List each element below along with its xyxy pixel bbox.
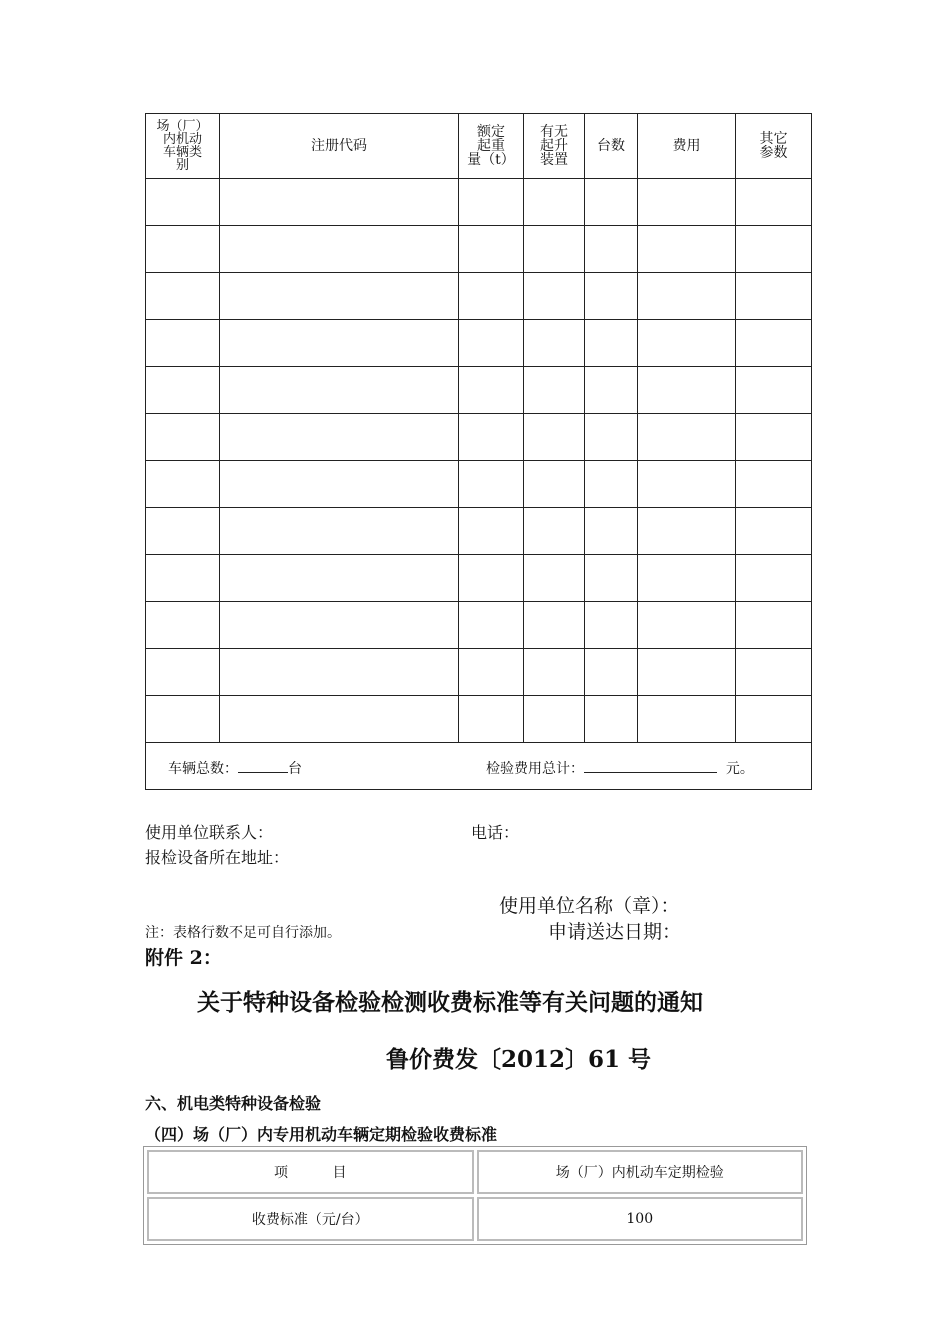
table-cell[interactable]	[736, 508, 812, 555]
total-fee-unit: 元。	[725, 761, 754, 777]
table-cell[interactable]	[524, 179, 585, 226]
table-cell[interactable]	[524, 414, 585, 461]
table-row	[146, 226, 812, 273]
table-cell[interactable]	[638, 461, 736, 508]
table-cell[interactable]	[585, 461, 638, 508]
table-cell[interactable]	[146, 555, 220, 602]
table-row	[146, 179, 812, 226]
table-cell[interactable]	[638, 273, 736, 320]
table-cell[interactable]	[585, 179, 638, 226]
table-row	[146, 367, 812, 414]
table-cell[interactable]	[459, 273, 524, 320]
table-cell[interactable]	[638, 320, 736, 367]
table-cell[interactable]	[220, 555, 459, 602]
total-vehicles-unit: 台	[288, 761, 302, 777]
table-cell[interactable]	[585, 555, 638, 602]
table-cell[interactable]	[585, 414, 638, 461]
table-cell[interactable]	[220, 649, 459, 696]
total-fee	[486, 758, 754, 778]
unit-name-label: 使用单位名称（章）：	[499, 895, 680, 917]
table-row	[146, 320, 812, 367]
table-cell[interactable]	[736, 461, 812, 508]
table-cell[interactable]	[524, 367, 585, 414]
table-cell[interactable]	[524, 273, 585, 320]
table-row	[146, 414, 812, 461]
table-cell[interactable]	[459, 461, 524, 508]
registration-table	[145, 113, 812, 790]
fee-row-value: 100	[477, 1197, 804, 1241]
table-row	[146, 508, 812, 555]
total-vehicles	[168, 758, 302, 778]
table-row	[146, 602, 812, 649]
table-cell[interactable]	[585, 367, 638, 414]
total-vehicles-blank[interactable]	[238, 760, 288, 773]
table-cell[interactable]	[146, 649, 220, 696]
notice-title: 关于特种设备检验检测收费标准等有关问题的通知	[197, 989, 703, 1016]
col-header-quantity: 台数	[585, 114, 638, 179]
table-cell[interactable]	[220, 273, 459, 320]
table-cell[interactable]	[585, 602, 638, 649]
table-cell[interactable]	[736, 320, 812, 367]
table-cell[interactable]	[585, 649, 638, 696]
table-cell[interactable]	[220, 602, 459, 649]
table-note: 注：表格行数不足可自行添加。	[145, 925, 341, 941]
total-fee-label: 检验费用总计：	[486, 761, 584, 777]
table-cell[interactable]	[220, 367, 459, 414]
table-cell[interactable]	[736, 414, 812, 461]
fee-header-item: 项 目	[147, 1150, 474, 1194]
table-cell[interactable]	[459, 414, 524, 461]
fee-header-value: 场（厂）内机动车定期检验	[477, 1150, 804, 1194]
table-cell[interactable]	[146, 602, 220, 649]
table-cell[interactable]	[736, 649, 812, 696]
table-row	[146, 555, 812, 602]
table-cell[interactable]	[736, 273, 812, 320]
table-cell[interactable]	[459, 226, 524, 273]
fee-table-header-row	[147, 1150, 803, 1194]
col-header-other-params: 其它 参数	[736, 114, 812, 179]
col-header-fee: 费用	[638, 114, 736, 179]
table-cell[interactable]	[638, 696, 736, 743]
table-cell[interactable]	[146, 461, 220, 508]
table-cell[interactable]	[220, 226, 459, 273]
table-cell[interactable]	[146, 367, 220, 414]
col-header-rated-load: 额定 起重 量（t）	[459, 114, 524, 179]
table-cell[interactable]	[459, 696, 524, 743]
table-cell[interactable]	[638, 367, 736, 414]
document-number: 鲁价费发〔2012〕61 号	[386, 1046, 652, 1073]
table-cell[interactable]	[736, 226, 812, 273]
table-cell[interactable]	[524, 649, 585, 696]
table-cell[interactable]	[638, 555, 736, 602]
table-cell[interactable]	[524, 555, 585, 602]
col-header-vehicle-category: 场（厂） 内机动 车辆类 别	[146, 114, 220, 179]
table-cell[interactable]	[638, 226, 736, 273]
fee-row-label: 收费标准（元/台）	[147, 1197, 474, 1241]
table-cell[interactable]	[146, 508, 220, 555]
table-cell[interactable]	[524, 320, 585, 367]
total-vehicles-label: 车辆总数：	[168, 761, 238, 777]
table-cell[interactable]	[585, 273, 638, 320]
table-cell[interactable]	[524, 508, 585, 555]
table-row	[146, 696, 812, 743]
table-cell[interactable]	[146, 320, 220, 367]
table-cell[interactable]	[459, 649, 524, 696]
total-fee-blank[interactable]	[584, 760, 717, 773]
table-cell[interactable]	[736, 367, 812, 414]
table-cell[interactable]	[585, 696, 638, 743]
table-row	[146, 461, 812, 508]
table-cell[interactable]	[585, 320, 638, 367]
table-cell[interactable]	[638, 414, 736, 461]
section-heading: 六、机电类特种设备检验	[145, 1094, 322, 1113]
header-row	[146, 114, 812, 179]
table-cell[interactable]	[459, 555, 524, 602]
table-cell[interactable]	[459, 320, 524, 367]
table-cell[interactable]	[638, 179, 736, 226]
table-cell[interactable]	[736, 602, 812, 649]
table-cell[interactable]	[220, 179, 459, 226]
table-cell[interactable]	[459, 179, 524, 226]
table-cell[interactable]	[736, 179, 812, 226]
table-row	[146, 273, 812, 320]
table-cell[interactable]	[146, 273, 220, 320]
table-cell[interactable]	[736, 555, 812, 602]
subsection-heading: （四）场（厂）内专用机动车辆定期检验收费标准	[145, 1125, 498, 1144]
table-cell[interactable]	[524, 226, 585, 273]
table-cell[interactable]	[524, 461, 585, 508]
fee-standard-table	[143, 1146, 807, 1245]
table-cell[interactable]	[585, 508, 638, 555]
table-cell[interactable]	[146, 226, 220, 273]
table-footer	[146, 743, 812, 790]
table-cell[interactable]	[220, 414, 459, 461]
table-cell[interactable]	[638, 602, 736, 649]
table-cell[interactable]	[524, 696, 585, 743]
table-cell[interactable]	[736, 696, 812, 743]
table-footer-row	[146, 743, 812, 790]
attachment-label: 附件 2：	[145, 947, 222, 969]
submission-date-label: 申请送达日期：	[548, 921, 682, 943]
registration-table-body	[146, 179, 812, 790]
table-cell[interactable]	[220, 508, 459, 555]
table-cell[interactable]	[459, 508, 524, 555]
table-cell[interactable]	[146, 696, 220, 743]
table-cell[interactable]	[220, 320, 459, 367]
equipment-address-label: 报检设备所在地址：	[145, 848, 290, 867]
phone-label: 电话：	[471, 823, 520, 842]
col-header-registration-code: 注册代码	[220, 114, 459, 179]
table-row	[146, 649, 812, 696]
contact-person-label: 使用单位联系人：	[145, 823, 274, 842]
table-cell[interactable]	[146, 179, 220, 226]
fee-table-row	[147, 1197, 803, 1241]
table-cell[interactable]	[638, 649, 736, 696]
table-cell[interactable]	[524, 602, 585, 649]
table-cell[interactable]	[459, 602, 524, 649]
table-cell[interactable]	[220, 696, 459, 743]
table-cell[interactable]	[220, 461, 459, 508]
table-cell[interactable]	[459, 367, 524, 414]
table-cell[interactable]	[146, 414, 220, 461]
table-cell[interactable]	[585, 226, 638, 273]
table-cell[interactable]	[638, 508, 736, 555]
col-header-lifting-device: 有无 起升 装置	[524, 114, 585, 179]
